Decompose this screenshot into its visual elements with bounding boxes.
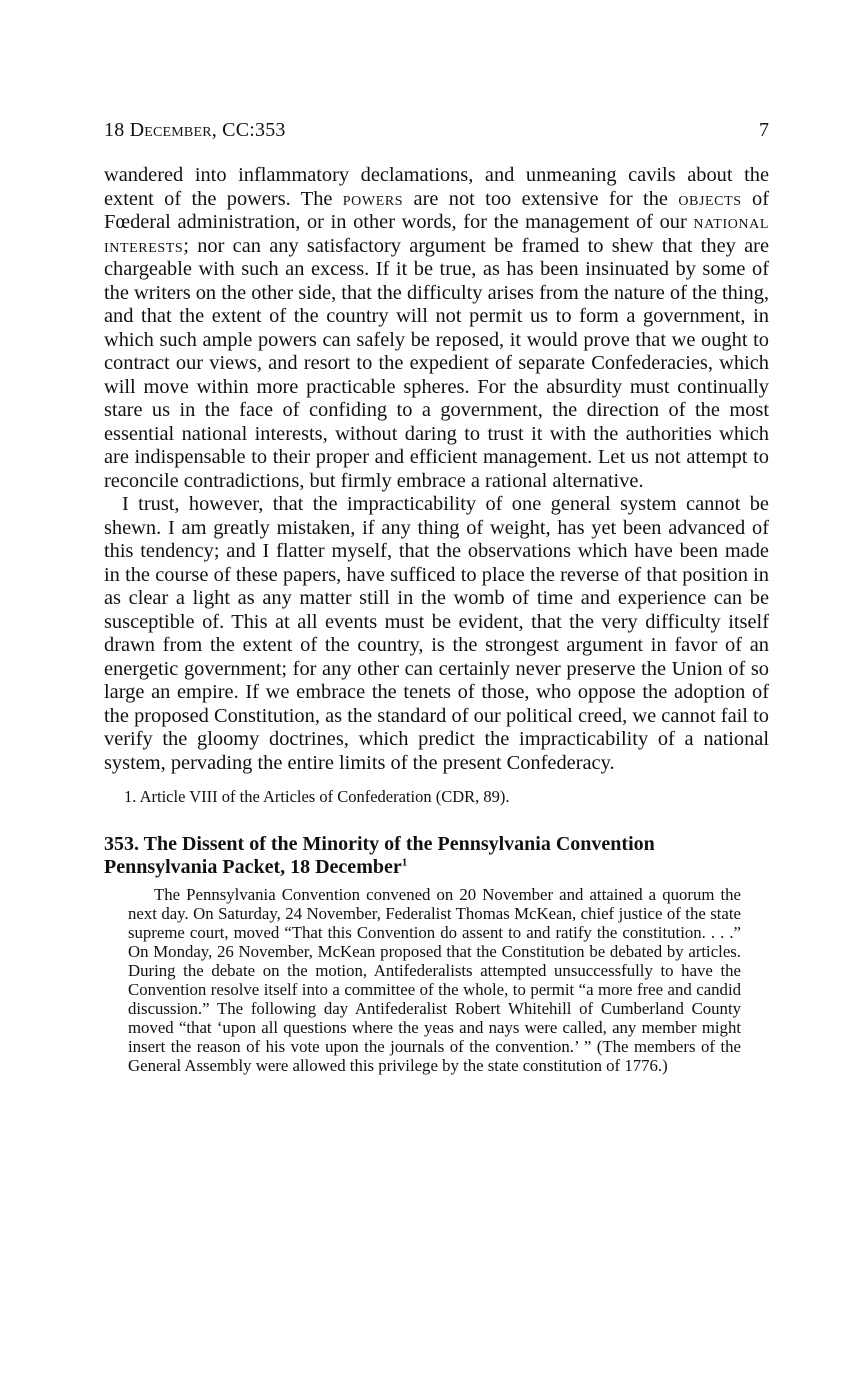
paragraph-1-text-b: are not too extensive for the <box>403 187 679 210</box>
body-paragraph-1 <box>104 164 769 493</box>
document-heading <box>104 833 769 879</box>
paragraph-1-text-d: ; nor can any satisfactory argument be framed to shew that they are chargeable with such an excess. If it be true, as has been insinuated by some of the writers on the other side, that the difficulty arises from the nature of the thing, and that the extent of the country will not permit us to form a government, in which such ample powers can safely be reposed, it would prove that we ought to contract our views, and resort to the expedient of separate Confederacies, which will move within more practicable spheres. For the absurdity must continually stare us in the face of confiding to a government, the direction of the most essential national interests, without daring to trust it with the authorities which are indispensable to their proper and efficient management. Let us not attempt to reconcile contradictions, but firmly embrace a rational alternative. <box>104 234 769 492</box>
small-caps-national-interests: national interests <box>104 211 769 257</box>
footnote: 1. Article VIII of the Articles of Confederation (CDR, 89). <box>124 787 510 806</box>
running-head <box>104 118 769 142</box>
document-page <box>104 118 769 1075</box>
note-reference: 1 <box>401 856 408 869</box>
small-caps-powers: powers <box>342 187 404 210</box>
paragraph-1-text-c: of Fœderal administration, or in other words, for the management of our <box>104 187 769 233</box>
paragraph-1-text-a: wandered into inflammatory declamations, and unmeaning cavils about the extent of the powers. The <box>104 164 769 210</box>
running-head-date: 18 December, CC:353 <box>104 119 286 141</box>
document-source <box>104 856 769 879</box>
page-number: 7 <box>759 119 769 141</box>
headnote: The Pennsylvania Convention convened on 20 November and attained a quorum the next day. On Saturday, 24 November, Federalist Thomas McKean, chief justice of the state supreme court, moved “That this Convention do assent to and ratify the constitution. . . .” On Monday, 26 November, McKean proposed that the Constitution be debated by articles. During the debate on the motion, Antifederalists attempted unsuccessfully to have the Convention resolve itself into a committee of the whole, to permit “a more free and candid discussion.” The following day Antifederalist Robert Whitehill of Cumberland County moved “that ‘upon all questions where the yeas and nays were called, any member might insert the reason of his vote upon the journals of the convention.’ ” (The members of the General Assembly were allowed this privilege by the state constitution of 1776.) <box>128 885 741 1075</box>
document-source-text: Pennsylvania Packet, 18 December <box>104 856 402 878</box>
small-caps-objects: objects <box>678 187 742 210</box>
body-paragraph-2: I trust, however, that the impracticability of one general system cannot be shewn. I am greatly mistaken, if any thing of weight, has yet been advanced of this tendency; and I flatter myself, that the observations which have been made in the course of these papers, have sufficed to place the reverse of that position in as clear a light as any matter still in the womb of time and experience can be susceptible of. This at all events must be evident, that the very difficulty itself drawn from the extent of the country, is the strongest argument in favor of an energetic government; for any other can certainly never preserve the Union of so large an empire. If we embrace the tenets of those, who oppose the adoption of the proposed Constitution, as the standard of our political creed, we cannot fail to verify the gloomy doctrines, which predict the impracticability of a national system, pervading the entire limits of the present Confederacy. <box>104 493 769 774</box>
document-title: 353. The Dissent of the Minority of the Pennsylvania Convention <box>104 833 655 855</box>
